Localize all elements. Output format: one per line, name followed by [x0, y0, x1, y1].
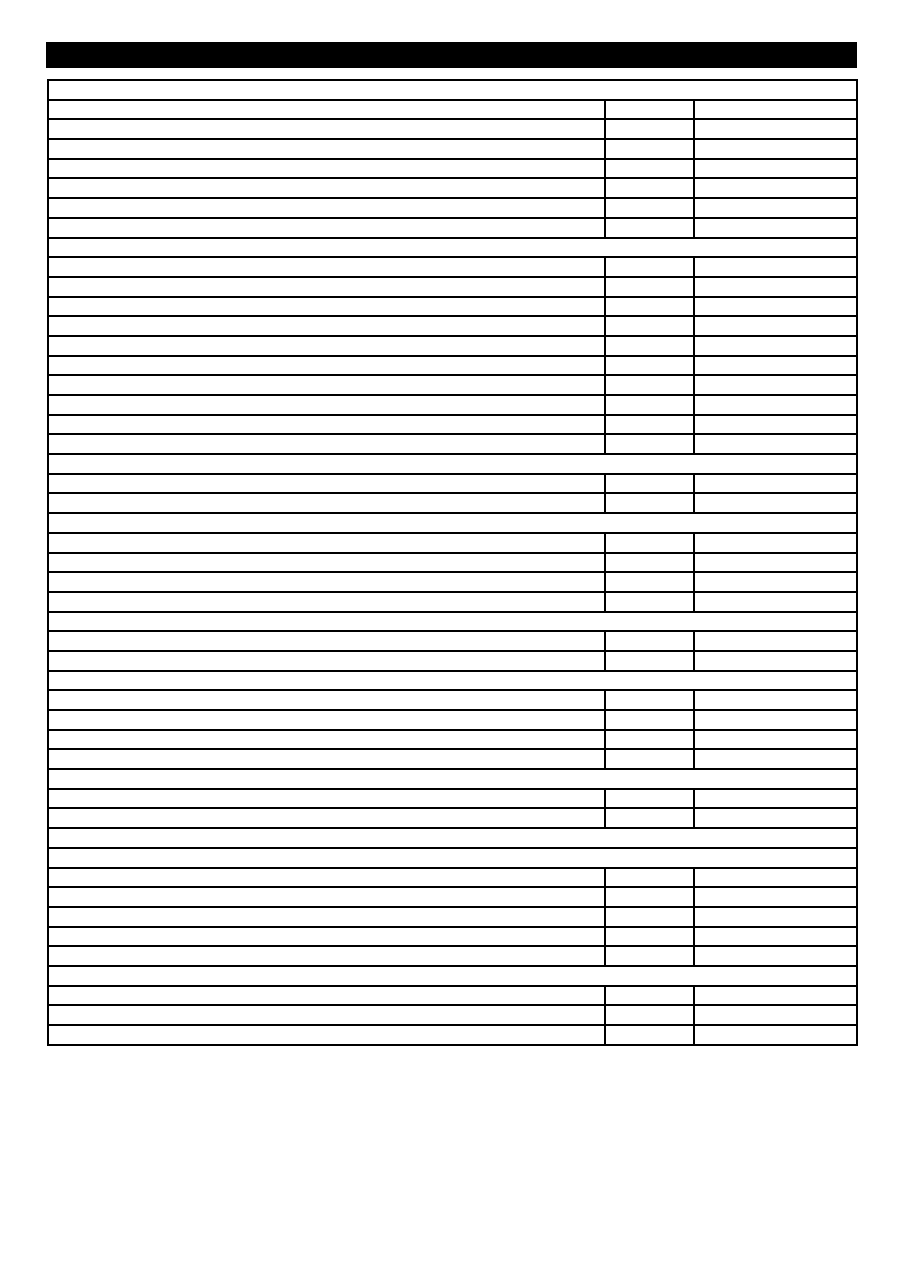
- item-description-cell: [48, 434, 605, 454]
- item-description-cell: [48, 592, 605, 612]
- item-value-cell: [605, 690, 694, 710]
- item-row: [48, 907, 857, 927]
- item-value-cell: [605, 789, 694, 809]
- item-value-cell: [605, 710, 694, 730]
- item-description-cell: [48, 178, 605, 198]
- item-row: [48, 395, 857, 415]
- item-row: [48, 887, 857, 907]
- item-row: [48, 139, 857, 159]
- item-notes-cell: [694, 690, 857, 710]
- item-description-cell: [48, 474, 605, 494]
- item-value-cell: [605, 257, 694, 277]
- item-row: [48, 218, 857, 238]
- item-value-cell: [605, 553, 694, 573]
- item-value-cell: [605, 749, 694, 769]
- item-description-cell: [48, 927, 605, 947]
- item-value-cell: [605, 198, 694, 218]
- item-notes-cell: [694, 493, 857, 513]
- item-description-cell: [48, 257, 605, 277]
- item-notes-cell: [694, 749, 857, 769]
- section-divider-row: [48, 612, 857, 632]
- item-description-cell: [48, 887, 605, 907]
- item-row: [48, 592, 857, 612]
- item-description-cell: [48, 553, 605, 573]
- item-value-cell: [605, 651, 694, 671]
- item-row: [48, 1025, 857, 1045]
- item-description-cell: [48, 946, 605, 966]
- item-row: [48, 493, 857, 513]
- item-value-cell: [605, 277, 694, 297]
- item-row: [48, 946, 857, 966]
- item-notes-cell: [694, 119, 857, 139]
- item-notes-cell: [694, 572, 857, 592]
- item-row: [48, 119, 857, 139]
- item-row: [48, 100, 857, 120]
- item-notes-cell: [694, 277, 857, 297]
- item-notes-cell: [694, 297, 857, 317]
- item-value-cell: [605, 572, 694, 592]
- item-value-cell: [605, 474, 694, 494]
- item-value-cell: [605, 375, 694, 395]
- item-notes-cell: [694, 375, 857, 395]
- item-row: [48, 986, 857, 1006]
- item-row: [48, 572, 857, 592]
- item-notes-cell: [694, 631, 857, 651]
- item-description-cell: [48, 868, 605, 888]
- item-value-cell: [605, 946, 694, 966]
- item-notes-cell: [694, 198, 857, 218]
- redacted-title-bar: [46, 42, 857, 68]
- item-value-cell: [605, 592, 694, 612]
- item-value-cell: [605, 1025, 694, 1045]
- item-value-cell: [605, 730, 694, 750]
- item-description-cell: [48, 198, 605, 218]
- form-table-body: [48, 80, 857, 1045]
- item-description-cell: [48, 690, 605, 710]
- item-value-cell: [605, 119, 694, 139]
- item-description-cell: [48, 336, 605, 356]
- item-value-cell: [605, 395, 694, 415]
- section-divider-cell: [48, 769, 857, 789]
- item-description-cell: [48, 986, 605, 1006]
- item-notes-cell: [694, 178, 857, 198]
- section-divider-row: [48, 966, 857, 986]
- item-row: [48, 257, 857, 277]
- item-notes-cell: [694, 789, 857, 809]
- item-description-cell: [48, 493, 605, 513]
- item-description-cell: [48, 119, 605, 139]
- item-notes-cell: [694, 1005, 857, 1025]
- item-description-cell: [48, 572, 605, 592]
- item-value-cell: [605, 218, 694, 238]
- item-notes-cell: [694, 651, 857, 671]
- item-value-cell: [605, 907, 694, 927]
- item-row: [48, 178, 857, 198]
- item-value-cell: [605, 434, 694, 454]
- item-description-cell: [48, 100, 605, 120]
- item-notes-cell: [694, 257, 857, 277]
- section-divider-cell: [48, 454, 857, 474]
- item-notes-cell: [694, 474, 857, 494]
- item-description-cell: [48, 356, 605, 376]
- item-description-cell: [48, 316, 605, 336]
- item-row: [48, 553, 857, 573]
- section-divider-row: [48, 848, 857, 868]
- item-notes-cell: [694, 316, 857, 336]
- item-row: [48, 690, 857, 710]
- item-description-cell: [48, 533, 605, 553]
- item-row: [48, 474, 857, 494]
- item-row: [48, 533, 857, 553]
- item-notes-cell: [694, 553, 857, 573]
- item-row: [48, 730, 857, 750]
- section-divider-cell: [48, 848, 857, 868]
- item-notes-cell: [694, 927, 857, 947]
- item-value-cell: [605, 986, 694, 1006]
- item-description-cell: [48, 730, 605, 750]
- section-divider-row: [48, 513, 857, 533]
- item-notes-cell: [694, 986, 857, 1006]
- item-description-cell: [48, 749, 605, 769]
- section-divider-cell: [48, 966, 857, 986]
- section-divider-row: [48, 769, 857, 789]
- item-value-cell: [605, 533, 694, 553]
- item-notes-cell: [694, 356, 857, 376]
- section-divider-cell: [48, 828, 857, 848]
- item-value-cell: [605, 336, 694, 356]
- item-notes-cell: [694, 887, 857, 907]
- item-row: [48, 710, 857, 730]
- item-row: [48, 356, 857, 376]
- item-value-cell: [605, 139, 694, 159]
- section-divider-cell: [48, 612, 857, 632]
- item-value-cell: [605, 100, 694, 120]
- section-divider-cell: [48, 80, 857, 100]
- item-description-cell: [48, 139, 605, 159]
- section-divider-row: [48, 454, 857, 474]
- item-description-cell: [48, 710, 605, 730]
- item-value-cell: [605, 631, 694, 651]
- item-notes-cell: [694, 946, 857, 966]
- item-description-cell: [48, 297, 605, 317]
- item-notes-cell: [694, 533, 857, 553]
- item-value-cell: [605, 178, 694, 198]
- item-description-cell: [48, 375, 605, 395]
- item-notes-cell: [694, 395, 857, 415]
- item-row: [48, 651, 857, 671]
- item-value-cell: [605, 356, 694, 376]
- item-notes-cell: [694, 159, 857, 179]
- section-divider-row: [48, 828, 857, 848]
- item-description-cell: [48, 1025, 605, 1045]
- item-description-cell: [48, 651, 605, 671]
- item-value-cell: [605, 297, 694, 317]
- item-row: [48, 375, 857, 395]
- item-description-cell: [48, 631, 605, 651]
- section-divider-cell: [48, 513, 857, 533]
- item-notes-cell: [694, 100, 857, 120]
- item-row: [48, 277, 857, 297]
- item-value-cell: [605, 887, 694, 907]
- item-row: [48, 927, 857, 947]
- item-notes-cell: [694, 415, 857, 435]
- item-notes-cell: [694, 592, 857, 612]
- item-value-cell: [605, 868, 694, 888]
- item-value-cell: [605, 808, 694, 828]
- item-row: [48, 159, 857, 179]
- item-row: [48, 198, 857, 218]
- item-notes-cell: [694, 710, 857, 730]
- item-notes-cell: [694, 730, 857, 750]
- item-description-cell: [48, 218, 605, 238]
- item-description-cell: [48, 907, 605, 927]
- item-row: [48, 789, 857, 809]
- item-description-cell: [48, 159, 605, 179]
- item-description-cell: [48, 395, 605, 415]
- section-divider-row: [48, 80, 857, 100]
- item-value-cell: [605, 1005, 694, 1025]
- section-divider-row: [48, 671, 857, 691]
- item-row: [48, 868, 857, 888]
- item-notes-cell: [694, 218, 857, 238]
- item-row: [48, 808, 857, 828]
- item-description-cell: [48, 415, 605, 435]
- section-divider-cell: [48, 238, 857, 258]
- item-value-cell: [605, 493, 694, 513]
- item-description-cell: [48, 277, 605, 297]
- item-description-cell: [48, 808, 605, 828]
- item-notes-cell: [694, 336, 857, 356]
- item-notes-cell: [694, 1025, 857, 1045]
- item-row: [48, 336, 857, 356]
- item-description-cell: [48, 789, 605, 809]
- item-row: [48, 1005, 857, 1025]
- item-notes-cell: [694, 139, 857, 159]
- item-value-cell: [605, 159, 694, 179]
- item-value-cell: [605, 316, 694, 336]
- item-row: [48, 297, 857, 317]
- item-row: [48, 415, 857, 435]
- item-notes-cell: [694, 868, 857, 888]
- item-row: [48, 434, 857, 454]
- item-notes-cell: [694, 808, 857, 828]
- item-value-cell: [605, 415, 694, 435]
- item-row: [48, 316, 857, 336]
- item-notes-cell: [694, 434, 857, 454]
- item-row: [48, 749, 857, 769]
- section-divider-row: [48, 238, 857, 258]
- form-table: [47, 79, 858, 1046]
- item-notes-cell: [694, 907, 857, 927]
- section-divider-cell: [48, 671, 857, 691]
- item-row: [48, 631, 857, 651]
- item-value-cell: [605, 927, 694, 947]
- item-description-cell: [48, 1005, 605, 1025]
